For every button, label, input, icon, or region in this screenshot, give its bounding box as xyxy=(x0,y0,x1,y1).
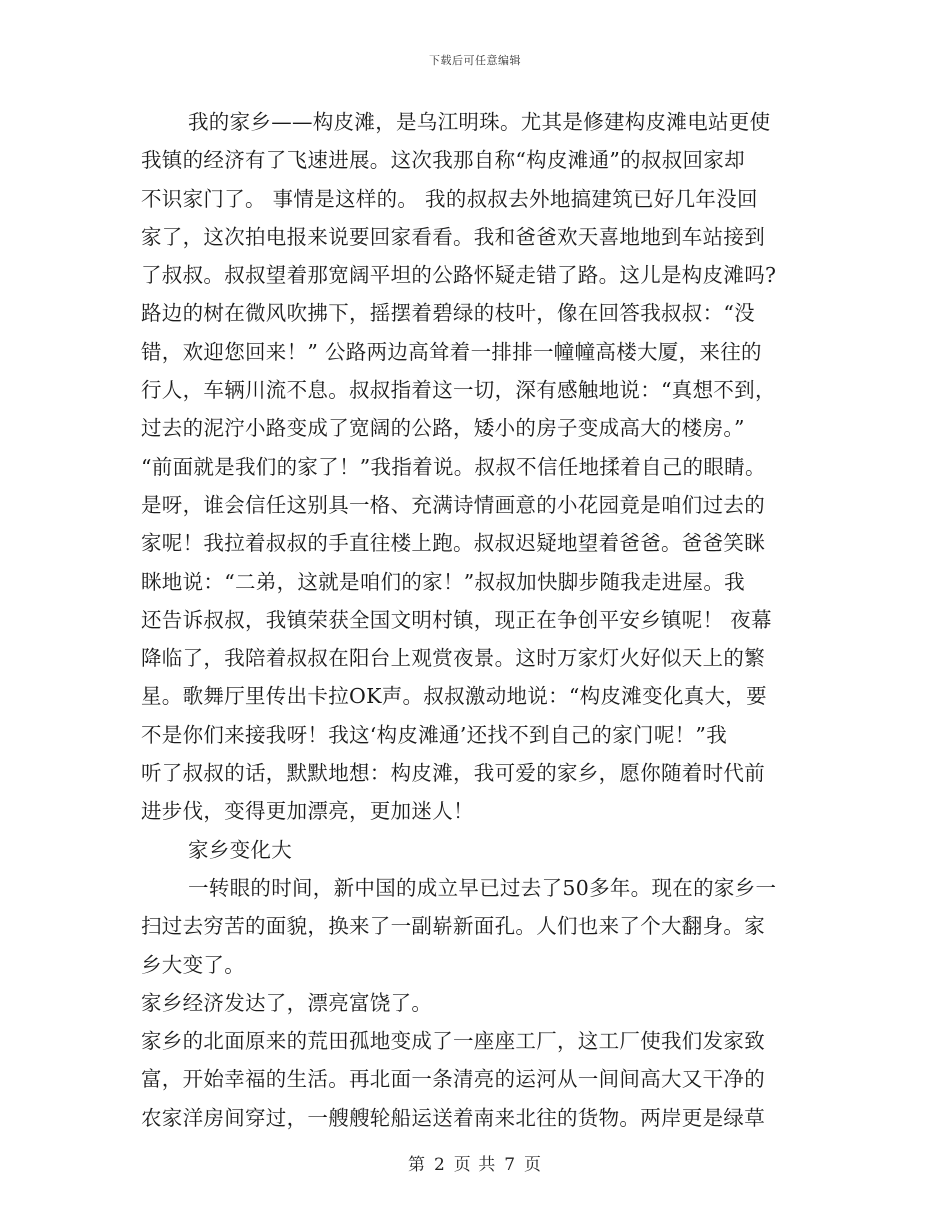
footer-middle: 页 共 xyxy=(453,1155,497,1175)
paragraph-line: 听了叔叔的话，默默地想：构皮滩，我可爱的家乡，愿你随着时代前 xyxy=(141,761,765,786)
paragraph-line: 富，开始幸福的生活。再北面一条清亮的运河从一间间高大又干净的 xyxy=(141,1067,765,1092)
paragraph-line: 还告诉叔叔，我镇荣获全国文明村镇，现正在争创平安乡镇呢！ 夜幕 xyxy=(141,607,772,632)
paragraph-line: 家呢！我拉着叔叔的手直往楼上跑。叔叔迟疑地望着爸爸。爸爸笑眯 xyxy=(141,531,765,556)
paragraph-line: 降临了，我陪着叔叔在阳台上观赏夜景。这时万家灯火好似天上的繁 xyxy=(141,646,765,671)
paragraph-line: 农家洋房间穿过，一艘艘轮船运送着南来北往的货物。两岸更是绿草 xyxy=(141,1105,765,1130)
paragraph-line: 路边的树在微风吹拂下，摇摆着碧绿的枝叶，像在回答我叔叔：“没 xyxy=(141,301,755,326)
paragraph-line: “前面就是我们的家了！”我指着说。叔叔不信任地揉着自己的眼睛。 xyxy=(141,454,766,479)
paragraph-line: 错，欢迎您回来！” 公路两边高耸着一排排一幢幢高楼大厦，来往的 xyxy=(141,339,762,364)
paragraph-line: 不识家门了。 事情是这样的。 我的叔叔去外地搞建筑已好几年没回 xyxy=(141,186,758,211)
paragraph-line: 是呀，谁会信任这别具一格、充满诗情画意的小花园竟是咱们过去的 xyxy=(141,492,765,517)
paragraph-line: 不是你们来接我呀！我这‘构皮滩通’还找不到自己的家门呢！”我 xyxy=(141,722,728,747)
footer-suffix: 页 xyxy=(524,1155,543,1175)
paragraph-line: 家了，这次拍电报来说要回家看看。我和爸爸欢天喜地地到车站接到 xyxy=(141,224,765,249)
paragraph-line: 家乡的北面原来的荒田孤地变成了一座座工厂，这工厂使我们发家致 xyxy=(141,1029,765,1054)
footer-page-number: 2 xyxy=(433,1155,446,1175)
footer-total-pages: 7 xyxy=(504,1155,517,1175)
paragraph-line: 扫过去穷苦的面貌，换来了一副崭新面孔。人们也来了个大翻身。家 xyxy=(141,914,765,939)
document-body xyxy=(141,103,809,1137)
paragraph-line: 星。歌舞厅里传出卡拉OK声。叔叔激动地说：“构皮滩变化真大，要 xyxy=(141,684,767,709)
section-title: 家乡变化大 xyxy=(188,837,292,862)
paragraph-line: 一转眼的时间，新中国的成立早已过去了50多年。现在的家乡一 xyxy=(188,875,777,900)
paragraph-line: 我的家乡——构皮滩，是乌江明珠。尤其是修建构皮滩电站更使 xyxy=(188,110,771,134)
paragraph-line: 进步伐，变得更加漂亮，更加迷人！ xyxy=(141,799,474,824)
paragraph-line: 过去的泥泞小路变成了宽阔的公路，矮小的房子变成高大的楼房。” xyxy=(141,416,745,441)
footer-prefix: 第 xyxy=(407,1155,426,1175)
paragraph-line: 了叔叔。叔叔望着那宽阔平坦的公路怀疑走错了路。这儿是构皮滩吗? xyxy=(141,263,777,288)
page-header-note: 下载后可任意编辑 xyxy=(429,54,521,67)
paragraph-line: 我镇的经济有了飞速进展。这次我那自称“构皮滩通”的叔叔回家却 xyxy=(141,148,745,173)
paragraph-line: 行人，车辆川流不息。叔叔指着这一切，深有感触地说：“真想不到， xyxy=(141,378,776,403)
paragraph-line: 乡大变了。 xyxy=(141,952,245,977)
page-footer xyxy=(0,1150,950,1175)
paragraph-line: 眯地说：“二弟，这就是咱们的家！”叔叔加快脚步随我走进屋。我 xyxy=(141,569,745,594)
paragraph-line: 家乡经济发达了，漂亮富饶了。 xyxy=(141,990,433,1015)
